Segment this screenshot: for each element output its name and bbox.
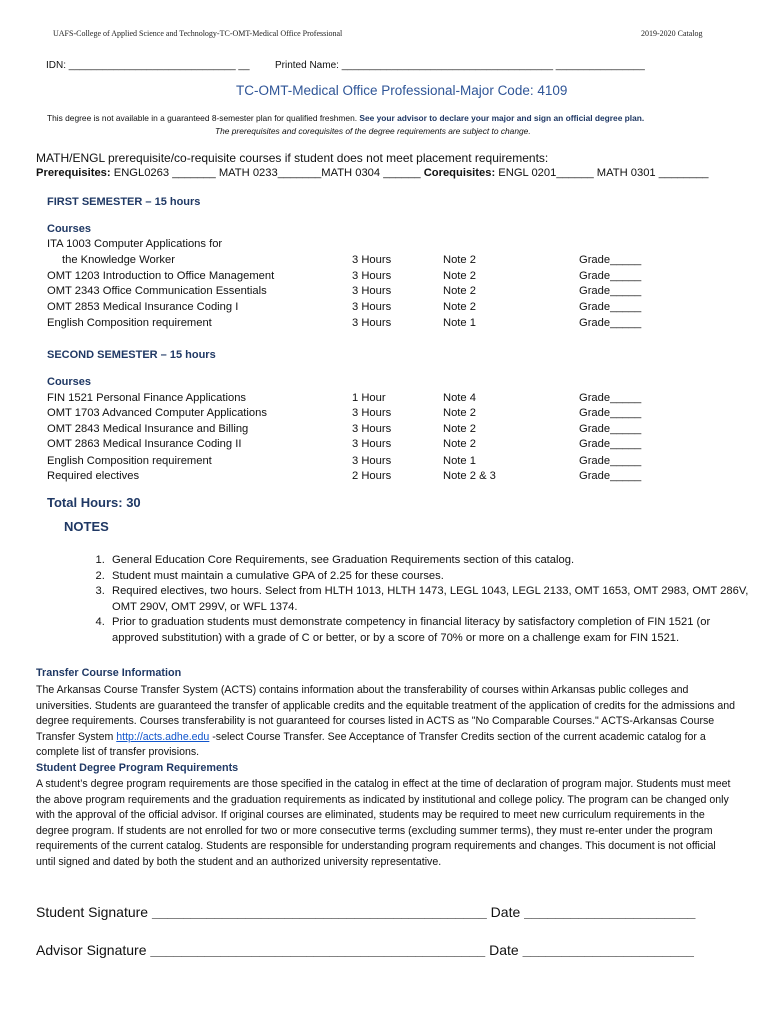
advisor-signature-line: [36, 942, 694, 958]
advisor-date-label: Date: [485, 942, 523, 958]
second-courses-label: Courses: [47, 376, 92, 388]
grade-field[interactable]: Grade_____: [579, 438, 642, 450]
course-name: OMT 2853 Medical Insurance Coding I: [47, 301, 239, 313]
grade-field[interactable]: Grade_____: [579, 301, 642, 313]
grade-field[interactable]: Grade_____: [579, 285, 642, 297]
course-name: OMT 2343 Office Communication Essentials: [47, 285, 267, 297]
grade-field[interactable]: Grade_____: [579, 392, 642, 404]
course-note: Note 1: [443, 455, 476, 467]
transfer-text-end: -select Course Transfer. See Acceptance of Transfer Credits section of the current academic catalog for a complete list of transfer provisions.: [36, 730, 706, 759]
guarantee-plain: This degree is not available in a guaranteed 8-semester plan for qualified freshmen.: [47, 113, 360, 123]
transfer-text: The Arkansas Course Transfer System (ACTS) contains information about the transferability of courses within Arkansas public colleges and universities. Students are guaranteed the transfer of applicable credits and the equitable treatment of the application of credits for the admissions and degree requirements. Courses transferability is not guaranteed for courses listed in ACTS as "No Comparable Courses." ACTS-Arkansas Course Transfer System: [36, 684, 736, 743]
course-name: English Composition requirement: [47, 317, 212, 329]
student-date-field[interactable]: ______________________: [524, 904, 696, 920]
student-date-label: Date: [486, 904, 525, 920]
second-semester-heading: SECOND SEMESTER – 15 hours: [47, 349, 216, 361]
notes-heading: NOTES: [64, 519, 109, 534]
grade-field[interactable]: Grade_____: [579, 270, 642, 282]
course-hours: 3 Hours: [352, 317, 392, 329]
course-name: OMT 2843 Medical Insurance and Billing: [47, 423, 249, 435]
grade-field[interactable]: Grade_____: [579, 423, 642, 435]
course-note: Note 2: [443, 270, 476, 282]
prereq-label: Prerequisites:: [36, 167, 111, 179]
advisor-date-field[interactable]: ______________________: [522, 942, 694, 958]
coreq-text: ENGL 0201______ MATH 0301 ________: [495, 167, 709, 179]
course-note: Note 2: [443, 438, 476, 450]
course-note: Note 2: [443, 407, 476, 419]
note-item: 2. Student must maintain a cumulative GPA of 2.25 for these courses.: [108, 569, 758, 585]
course-hours: 3 Hours: [352, 455, 392, 467]
grade-field[interactable]: Grade_____: [579, 317, 642, 329]
course-hours: 1 Hour: [352, 392, 386, 404]
course-name: FIN 1521 Personal Finance Applications: [47, 392, 247, 404]
course-hours: 3 Hours: [352, 438, 392, 450]
note-item: 1. General Education Core Requirements, see Graduation Requirements section of this catalog.: [108, 553, 758, 569]
course-name: OMT 1203 Introduction to Office Management: [47, 270, 275, 282]
notes-list: [82, 553, 758, 647]
grade-field[interactable]: Grade_____: [579, 254, 642, 266]
student-signature-label: Student Signature: [36, 904, 152, 920]
header-left: UAFS-College of Applied Science and Technology-TC-OMT-Medical Office Professional: [53, 29, 343, 38]
course-name: OMT 1703 Advanced Computer Applications: [47, 407, 267, 419]
course-note: Note 2: [443, 254, 476, 266]
first-semester-heading: FIRST SEMESTER – 15 hours: [47, 196, 201, 208]
math-engl-line: MATH/ENGL prerequisite/co-requisite courses if student does not meet placement requirements:: [36, 151, 549, 165]
degree-req-heading: Student Degree Program Requirements: [36, 762, 239, 774]
degree-req-paragraph: A student’s degree program requirements are those specified in the catalog in effect at the time of declaration of program major. Students must meet the above program requirements and the graduation requirements as indicated by institutional and college policy. The program can be changed only with the approval of the official advisor. If original courses are eliminated, students may be required to meet new curriculum requirements in the degree program. If students are not enrolled for two or more consecutive terms (excluding summer terms), they must re-enter under the program requirements of the current catalog. Students are responsible for understanding program requirements and changes. This document is not official until signed and dated by both the student and an authorized university representative.: [36, 778, 731, 868]
total-hours: Total Hours: 30: [47, 495, 141, 510]
course-note: Note 2: [443, 285, 476, 297]
advisor-signature-field[interactable]: ___________________________________________: [150, 942, 486, 958]
course-hours: 2 Hours: [352, 470, 392, 482]
note-item: 4. Prior to graduation students must demonstrate competency in financial literacy by satisfactory completion of FIN 1521 (or approved substitution) with a grade of C or better, or by a score of 70% or more on a challenge exam for FIN 1521.: [108, 615, 758, 646]
id-field[interactable]: IDN: ______________________________ __: [46, 60, 250, 71]
coreq-label: Corequisites:: [423, 167, 496, 179]
advisor-signature-label: Advisor Signature: [36, 942, 151, 958]
course-hours: 3 Hours: [352, 407, 392, 419]
course-name: Required electives: [47, 470, 140, 482]
acts-link[interactable]: http://acts.adhe.edu: [116, 730, 210, 743]
course-note: Note 2: [443, 423, 476, 435]
course-note: Note 1: [443, 317, 476, 329]
header-right: 2019-2020 Catalog: [641, 29, 703, 38]
course-name: the Knowledge Worker: [62, 254, 175, 266]
course-name: ITA 1003 Computer Applications for: [47, 238, 223, 250]
grade-field[interactable]: Grade_____: [579, 455, 642, 467]
course-note: Note 4: [443, 392, 476, 404]
student-signature-field[interactable]: ___________________________________________: [151, 904, 487, 920]
transfer-paragraph: [36, 683, 736, 761]
prereq-line: [36, 167, 709, 179]
first-courses-label: Courses: [47, 223, 92, 235]
course-note: Note 2 & 3: [443, 470, 496, 482]
course-name: English Composition requirement: [47, 455, 212, 467]
guarantee-text: [47, 113, 644, 123]
course-hours: 3 Hours: [352, 285, 392, 297]
course-hours: 3 Hours: [352, 423, 392, 435]
grade-field[interactable]: Grade_____: [579, 407, 642, 419]
course-hours: 3 Hours: [352, 270, 392, 282]
page-title: TC-OMT-Medical Office Professional-Major Code: 4109: [236, 83, 568, 98]
printed-name-field[interactable]: Printed Name: ______________________________________ ________________: [275, 60, 645, 71]
prereq-note: The prerequisites and corequisites of the degree requirements are subject to change.: [215, 126, 531, 136]
prereq-text: ENGL0263 _______ MATH 0233_______MATH 0304 ______: [110, 167, 424, 179]
course-note: Note 2: [443, 301, 476, 313]
grade-field[interactable]: Grade_____: [579, 470, 642, 482]
note-item: 3. Required electives, two hours. Select from HLTH 1013, HLTH 1473, LEGL 1043, LEGL 2133, OMT 1653, OMT 2983, OMT 286V, OMT 290V, OMT 299V, or WFL 1374.: [108, 584, 758, 615]
student-signature-line: [36, 904, 695, 920]
guarantee-bold: See your advisor to declare your major and sign an official degree plan.: [359, 113, 645, 123]
course-hours: 3 Hours: [352, 254, 392, 266]
course-name: OMT 2863 Medical Insurance Coding II: [47, 438, 242, 450]
transfer-heading: Transfer Course Information: [36, 667, 182, 679]
course-hours: 3 Hours: [352, 301, 392, 313]
